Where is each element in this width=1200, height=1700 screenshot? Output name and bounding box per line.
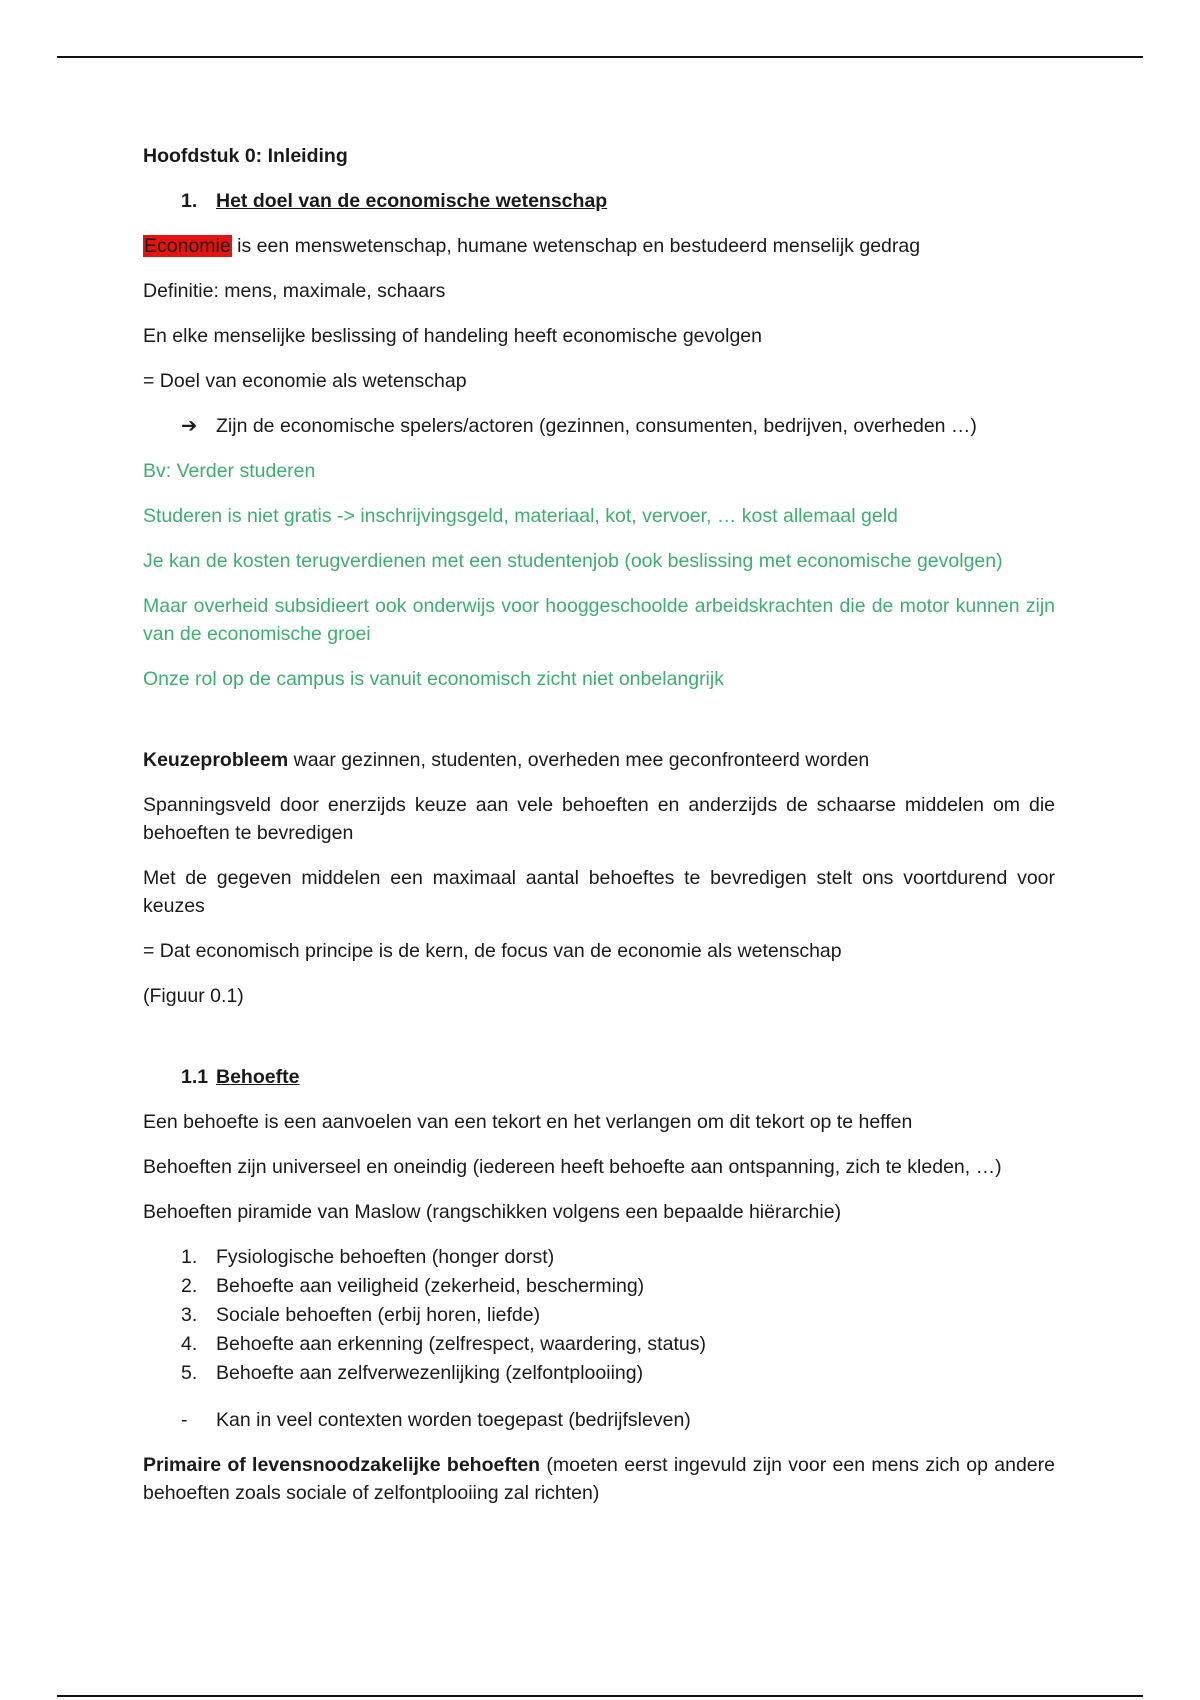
list-text: Sociale behoeften (erbij horen, liefde) [216,1304,541,1326]
section-number: 1. [181,190,198,212]
dash-marker: - [181,1409,188,1431]
example-line: Maar overheid subsidieert ook onderwijs voor hooggeschoolde arbeidskrachten die de motor kunnen zijn van de economische groei [143,595,1055,645]
decision-line: En elke menselijke beslissing of handeling heeft economische gevolgen [143,325,762,347]
section-heading-1-1 [143,1063,1055,1091]
intro-paragraph [143,232,1055,260]
header-rule [57,56,1143,58]
chapter-title: Hoofdstuk 0: Inleiding [143,145,348,167]
dash-bullet [143,1406,1055,1434]
list-item [143,1243,1055,1272]
arrow-icon: ➔ [181,415,198,437]
primaire-paragraph [143,1451,1055,1507]
list-number: 5. [181,1362,198,1384]
list-text: Behoefte aan zelfverwezenlijking (zelfontplooiing) [216,1362,644,1384]
maslow-intro: Behoeften piramide van Maslow (rangschikken volgens een bepaalde hiërarchie) [143,1201,842,1223]
list-text: Behoefte aan erkenning (zelfrespect, waardering, status) [216,1333,706,1355]
example-line: Bv: Verder studeren [143,460,316,482]
list-item [143,1330,1055,1359]
keuzeprobleem-term: Keuzeprobleem [143,749,289,771]
list-number: 3. [181,1304,198,1326]
example-line: Studeren is niet gratis -> inschrijvingsgeld, materiaal, kot, vervoer, … kost allemaal geld [143,505,898,527]
primaire-text: (moeten eerst ingevuld zijn voor een mens zich op andere behoeften zoals sociale of zelfontplooiing zal richten) [143,1454,1055,1504]
arrow-bullet [143,412,1055,440]
principe-line: = Dat economisch principe is de kern, de focus van de economie als wetenschap [143,940,842,962]
list-number: 1. [181,1246,198,1268]
list-item [143,1301,1055,1330]
list-number: 2. [181,1275,198,1297]
keuzeprobleem-text: waar gezinnen, studenten, overheden mee geconfronteerd worden [288,749,870,771]
universeel-line: Behoeften zijn universeel en oneindig (iedereen heeft behoefte aan ontspanning, zich te kleden, …) [143,1156,1002,1178]
behoefte-definition: Een behoefte is een aanvoelen van een tekort en het verlangen om dit tekort op te heffen [143,1111,913,1133]
list-text: Behoefte aan veiligheid (zekerheid, bescherming) [216,1275,645,1297]
list-item [143,1272,1055,1301]
keuzeprobleem-paragraph [143,746,1055,774]
maslow-list [143,1243,1055,1388]
figure-reference: (Figuur 0.1) [143,985,244,1007]
section-title: Het doel van de economische wetenschap [216,190,608,212]
list-item [143,1359,1055,1388]
intro-text: is een menswetenschap, humane wetenschap en bestudeerd menselijk gedrag [231,235,921,257]
section-title: Behoefte [216,1066,300,1088]
dash-text: Kan in veel contexten worden toegepast (bedrijfsleven) [216,1409,691,1431]
spacer [143,1027,1055,1063]
goal-line: = Doel van economie als wetenschap [143,370,467,392]
list-number: 4. [181,1333,198,1355]
list-text: Fysiologische behoeften (honger dorst) [216,1246,555,1268]
arrow-text: Zijn de economische spelers/actoren (gezinnen, consumenten, bedrijven, overheden …) [216,415,977,437]
spanningsveld-paragraph: Spanningsveld door enerzijds keuze aan vele behoeften en anderzijds de schaarse middelen om die behoeften te bevredigen [143,794,1055,844]
highlighted-term: Economie [144,235,231,257]
footer-rule [57,1695,1143,1697]
spacer [143,710,1055,746]
example-line: Onze rol op de campus is vanuit economisch zicht niet onbelangrijk [143,668,724,690]
primaire-term: Primaire of levensnoodzakelijke behoeften [143,1454,541,1476]
definition-line: Definitie: mens, maximale, schaars [143,280,446,302]
example-line: Je kan de kosten terugverdienen met een studentenjob (ook beslissing met economische gevolgen) [143,550,1003,572]
section-heading-1 [143,187,1055,215]
section-number: 1.1 [181,1066,209,1088]
document-page [143,142,1055,1524]
middelen-paragraph: Met de gegeven middelen een maximaal aantal behoeftes te bevredigen stelt ons voortdurend voor keuzes [143,867,1055,917]
